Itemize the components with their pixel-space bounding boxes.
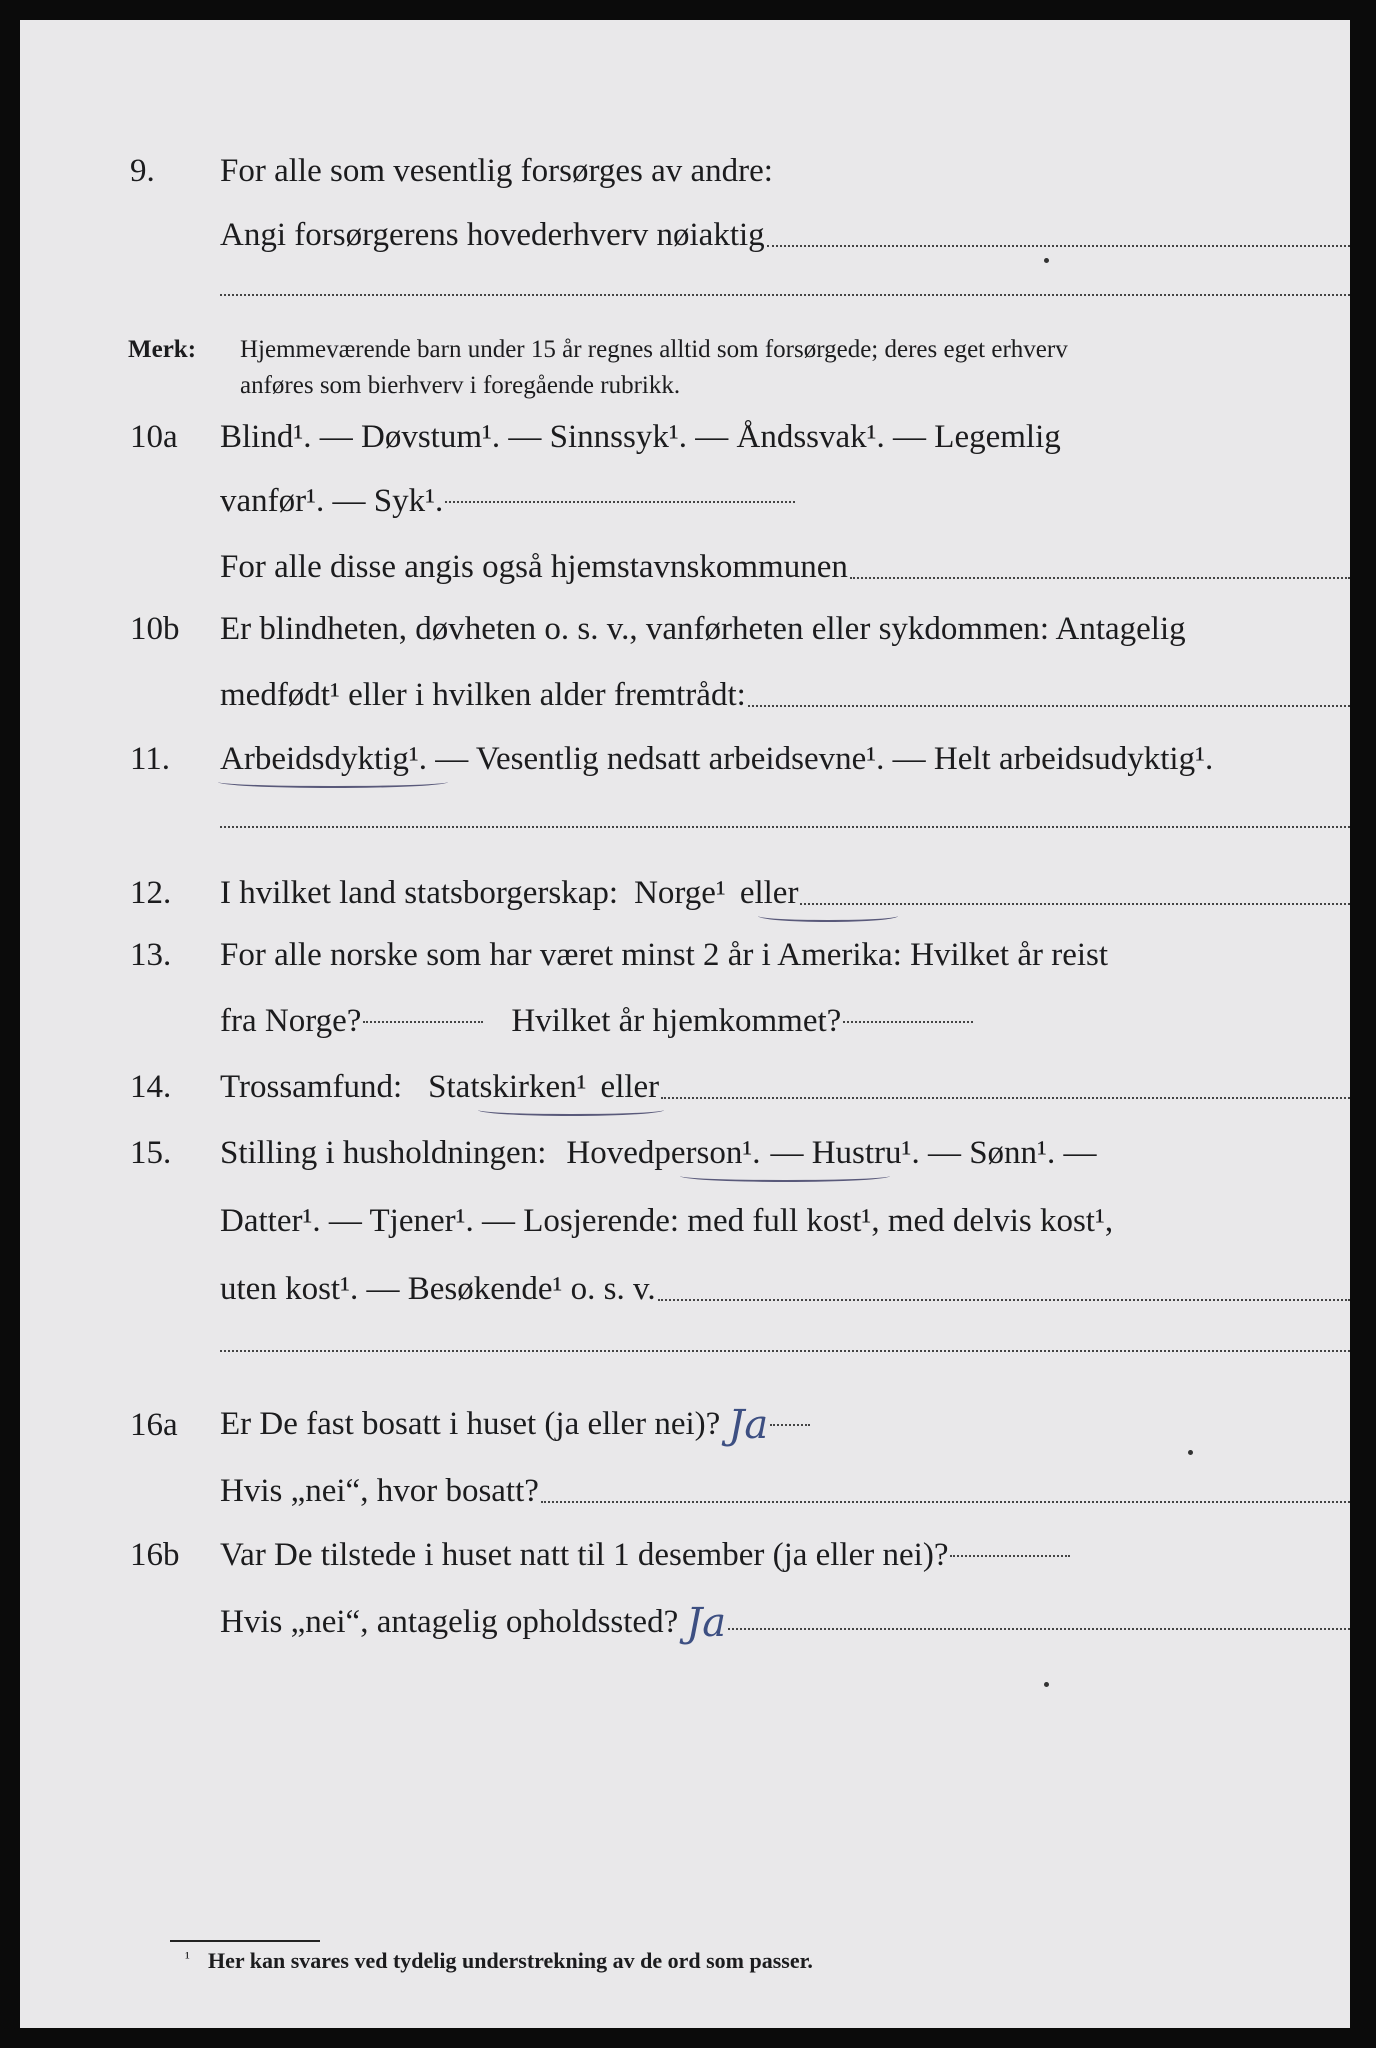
q16a-answer-line	[770, 1424, 810, 1426]
q14-eller: eller	[600, 1069, 660, 1105]
q16a-number: 16a	[130, 1407, 178, 1443]
q10b-question-cont: medfødt¹ eller i hvilken alder fremtrådt:	[220, 677, 746, 713]
q16a-residence-label: Hvis „nei“, hvor bosatt?	[220, 1473, 539, 1509]
q14-statskirken-option: Statskirken¹	[428, 1069, 587, 1105]
q14-faith-label: Trossamfund:	[220, 1069, 403, 1105]
q10a-home-municipality-line	[850, 577, 1350, 579]
q15-options-cont: Datter¹. — Tjener¹. — Losjerende: med full kost¹, med delvis kost¹,	[220, 1203, 1114, 1239]
paper-speck	[1044, 258, 1049, 263]
q16b-whereabouts-line	[728, 1628, 1350, 1630]
q9-row-2	[20, 210, 1350, 260]
q12-norge-underline	[758, 910, 898, 922]
q13-question: For alle norske som har været minst 2 år i Amerika: Hvilket år reist	[220, 937, 1109, 973]
q12-norge-option: Norge¹	[634, 875, 726, 911]
q12-number: 12.	[130, 875, 172, 911]
q13-number: 13.	[130, 937, 172, 973]
q16b-whereabouts-label: Hvis „nei“, antagelig opholdssted?	[220, 1604, 679, 1640]
q15-household-label: Stilling i husholdningen:	[220, 1135, 547, 1171]
q16b-question: Var De tilstede i huset natt til 1 desember (ja eller nei)?	[220, 1537, 949, 1573]
q15-answer-line	[658, 1299, 1350, 1301]
q16a-row-2	[20, 1466, 1350, 1516]
q9-extra-answer-line	[220, 294, 1350, 296]
q10a-number: 10a	[130, 419, 178, 455]
q15-extra-answer-line	[220, 1350, 1350, 1352]
census-form-page	[20, 20, 1350, 2028]
q16a-residence-line	[541, 1501, 1350, 1503]
q16a-question: Er De fast bosatt i huset (ja eller nei)?	[220, 1406, 721, 1442]
q11-arbeidsdyktig-underline	[218, 776, 448, 788]
q13-left-norway-label: fra Norge?	[220, 1003, 362, 1039]
footnote-rule	[170, 1940, 320, 1942]
q9-row-1	[20, 146, 1350, 196]
merk-row-2	[20, 356, 1350, 406]
q10a-home-municipality-label: For alle disse angis også hjemstavnskommunen	[220, 549, 848, 585]
paper-speck	[1044, 1682, 1049, 1687]
q14-row	[20, 1062, 1350, 1112]
q15-number: 15.	[130, 1135, 172, 1171]
q13-left-norway-line	[363, 1021, 483, 1023]
footnote-mark: ¹	[185, 1950, 190, 1967]
q11-answer-line	[220, 826, 1350, 828]
q12-citizenship-label: I hvilket land statsborgerskap:	[220, 875, 619, 911]
q14-number: 14.	[130, 1069, 172, 1105]
q10b-row-2	[20, 670, 1350, 720]
q10b-row-1	[20, 604, 1350, 654]
q12-row	[20, 868, 1350, 918]
q10b-number: 10b	[130, 611, 180, 647]
q12-answer-line	[800, 903, 1350, 905]
q16b-row-1	[20, 1530, 1350, 1580]
q16a-handwritten-answer: Ja	[728, 1402, 769, 1448]
paper-speck	[1188, 1450, 1193, 1455]
q15-hovedperson-underline	[680, 1170, 890, 1182]
q15-hovedperson-option: Hovedperson¹.	[566, 1135, 761, 1171]
q13-row-1	[20, 930, 1350, 980]
q9-heading: For alle som vesentlig forsørges av andre:	[220, 153, 773, 189]
q11-number: 11.	[130, 741, 171, 777]
q10a-conditions-cont: vanfør¹. — Syk¹.	[220, 483, 444, 519]
q12-eller: eller	[739, 875, 799, 911]
q10a-conditions: Blind¹. — Døvstum¹. — Sinnssyk¹. — Åndssvak¹. — Legemlig	[220, 419, 1061, 455]
q10b-answer-line	[748, 705, 1350, 707]
q10b-question: Er blindheten, døvheten o. s. v., vanførheten eller sykdommen: Antagelig	[220, 611, 1186, 647]
q16b-handwritten-answer: Ja	[686, 1600, 727, 1646]
q16b-answer-line	[950, 1555, 1070, 1557]
merk-text-1: Hjemmeværende barn under 15 år regnes alltid som forsørgede; deres eget erhverv	[240, 336, 1068, 363]
q15-options-end: uten kost¹. — Besøkende¹ o. s. v.	[220, 1271, 656, 1307]
merk-text-2: anføres som bierhverv i foregående rubrikk.	[240, 372, 681, 399]
footnote-text: Her kan svares ved tydelig understrekning av de ord som passer.	[208, 1948, 813, 1973]
q14-statskirken-underline	[478, 1104, 664, 1116]
q10a-answer-line	[445, 501, 795, 503]
q13-returned-label: Hvilket år hjemkommet?	[511, 1003, 842, 1039]
q16b-number: 16b	[130, 1537, 180, 1573]
q16a-row-1	[20, 1400, 1350, 1450]
q11-work-capacity: Arbeidsdyktig¹. — Vesentlig nedsatt arbeidsevne¹. — Helt arbeidsudyktig¹.	[220, 741, 1214, 777]
q10a-row-3	[20, 542, 1350, 592]
q10a-row-1	[20, 412, 1350, 462]
q15-row-3	[20, 1264, 1350, 1314]
q15-row-2	[20, 1196, 1350, 1246]
q10a-row-2	[20, 476, 1350, 526]
q14-answer-line	[661, 1097, 1350, 1099]
q9-answer-line	[767, 245, 1350, 247]
q15-other-options: — Hustru¹. — Sønn¹. —	[770, 1135, 1097, 1171]
q16b-row-2	[20, 1598, 1350, 1648]
q9-provider-occupation-label: Angi forsørgerens hovederhverv nøiaktig	[220, 217, 765, 253]
merk-label: Merk:	[128, 336, 197, 363]
q9-number: 9.	[130, 153, 155, 189]
q13-row-2	[20, 996, 1350, 1046]
q13-returned-line	[843, 1021, 973, 1023]
